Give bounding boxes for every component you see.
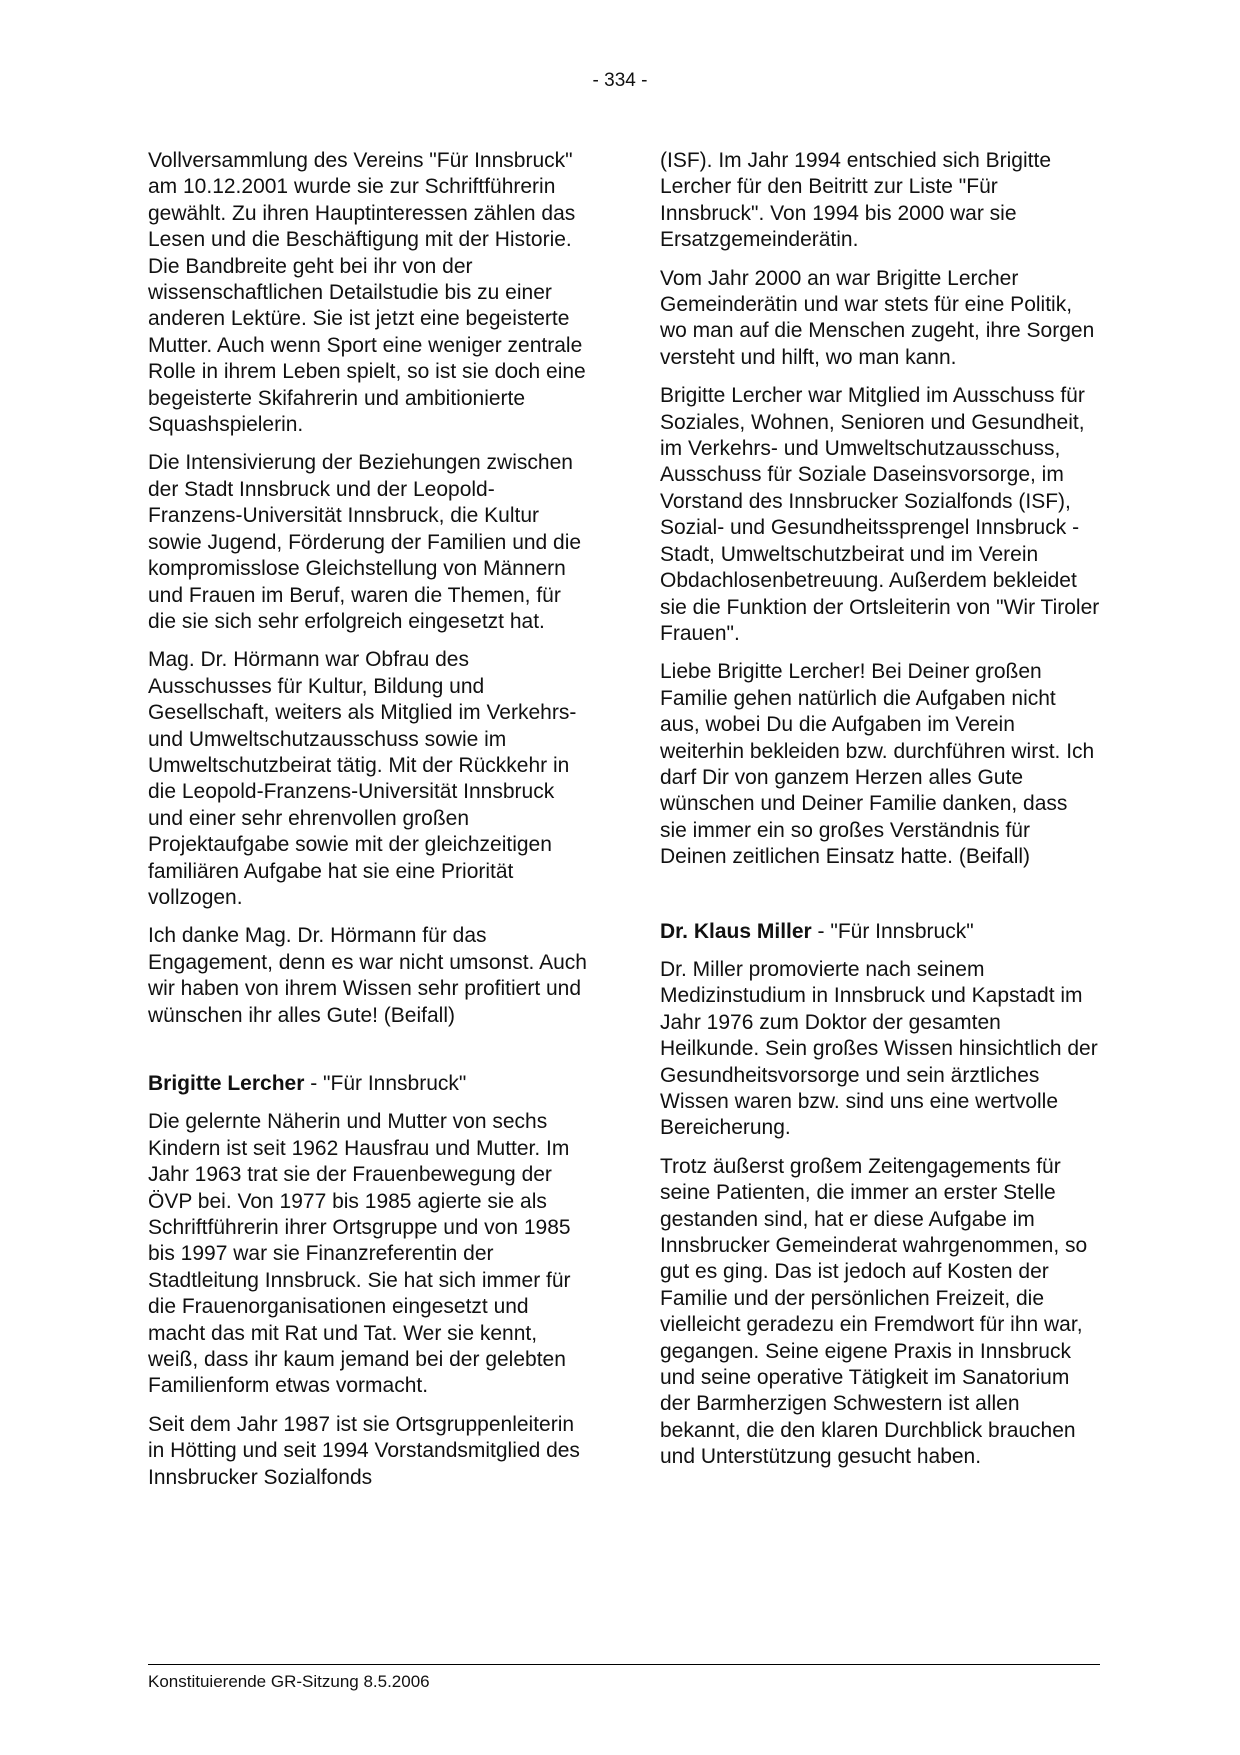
- paragraph: Die gelernte Näherin und Mutter von sechs Kindern ist seit 1962 Hausfrau und Mutter. Im Jahr 1963 trat sie der Frauenbewegung der ÖVP bei. Von 1977 bis 1985 agierte sie als Schriftführerin ihrer Ortsgruppe und von 1985 bis 1997 war sie Finanzreferentin der Stadtleitung Innsbruck. Sie hat sich immer für die Frauenorganisationen eingesetzt und macht das mit Rat und Tat. Wer sie kennt, weiß, dass ihr kaum jemand bei der gelebten Familienform etwas vormacht.: [148, 1110, 571, 1398]
- paragraph: Die Intensivierung der Beziehungen zwischen der Stadt Innsbruck und der Leopold-Franzens-Universität Innsbruck, die Kultur sowie Jugend, Förderung der Familien und die kompromisslose Gleichstellung von Männern und Frauen im Beruf, waren die Themen, für die sie sich sehr erfolgreich eingesetzt hat.: [148, 451, 582, 633]
- paragraph: Vom Jahr 2000 an war Brigitte Lercher Gemeinderätin und war stets für eine Politik, wo man auf die Menschen zugeht, ihre Sorgen versteht und hilft, wo man kann.: [660, 266, 1095, 369]
- paragraph: Mag. Dr. Hörmann war Obfrau des Ausschusses für Kultur, Bildung und Gesellschaft, weiters als Mitglied im Verkehrs- und Umweltschutzausschuss sowie im Umweltschutzbeirat tätig. Mit der Rückkehr in die Leopold-Franzens-Universität Innsbruck und einer sehr ehrenvollen großen Projektaufgabe sowie mit der gleichzeitigen familiären Aufgabe hat sie eine Priorität vollzogen.: [148, 648, 577, 909]
- section-heading-party: - "Für Innsbruck": [304, 1072, 467, 1095]
- paragraph: Vollversammlung des Vereins "Für Innsbruck" am 10.12.2001 wurde sie zur Schriftführerin gewählt. Zu ihren Hauptinteressen zählen das Lesen und die Beschäftigung mit der Historie. Die Bandbreite geht bei ihr von der wissenschaftlichen Detailstudie bis zu einer anderen Lektüre. Sie ist jetzt eine begeisterte Mutter. Auch wenn Sport eine weniger zentrale Rolle in ihrem Leben spielt, so ist sie doch eine begeisterte Skifahrerin und ambitionierte Squashspielerin.: [148, 149, 586, 437]
- paragraph: Ich danke Mag. Dr. Hörmann für das Engagement, denn es war nicht umsonst. Auch wir haben von ihrem Wissen sehr profitiert und wünschen ihr alles Gute! (Beifall): [148, 924, 587, 1027]
- footer-divider: [148, 1664, 1100, 1665]
- paragraph: Trotz äußerst großem Zeitengagements für seine Patienten, die immer an erster Stelle gestanden sind, hat er diese Aufgabe im Innsbrucker Gemeinderat wahrgenommen, so gut es ging. Das ist jedoch auf Kosten der Familie und der persönlichen Freizeit, die vielleicht geradezu ein Fremdwort für ihn war, gegangen. Seine eigene Praxis in Innsbruck und seine operative Tätigkeit im Sanatorium der Barmherzigen Schwestern ist allen bekannt, die den klaren Durchblick brauchen und Unterstützung gesucht haben.: [660, 1154, 1088, 1469]
- paragraph: Liebe Brigitte Lercher! Bei Deiner großen Familie gehen natürlich die Aufgaben nicht aus, wobei Du die Aufgaben im Verein weiterhin bekleiden bzw. durchführen wirst. Ich darf Dir von ganzem Herzen alles Gute wünschen und Deiner Familie danken, dass sie immer ein so großes Verständnis für Deinen zeitlichen Einsatz hatte. (Beifall): [660, 660, 1095, 869]
- right-column: [660, 148, 1100, 1483]
- paragraph: Dr. Miller promovierte nach seinem Medizinstudium in Innsbruck und Kapstadt im Jahr 1976 zum Doktor der gesamten Heilkunde. Sein großes Wissen hinsichtlich der Gesundheitsvorsorge und sein ärztliches Wissen waren bzw. sind uns eine wertvolle Bereicherung.: [660, 957, 1098, 1140]
- section-heading-miller: [660, 919, 1100, 945]
- footer-text: Konstituierende GR-Sitzung 8.5.2006: [148, 1672, 430, 1691]
- page-number: - 334 -: [592, 70, 648, 91]
- section-heading-name: Brigitte Lercher: [148, 1072, 305, 1095]
- paragraph: Brigitte Lercher war Mitglied im Ausschuss für Soziales, Wohnen, Senioren und Gesundheit, im Verkehrs- und Umweltschutzausschuss, Ausschuss für Soziale Daseinsvorsorge, im Vorstand des Innsbrucker Sozialfonds (ISF), Sozial- und Gesundheitssprengel Innsbruck - Stadt, Umweltschutzbeirat und im Verein Obdachlosenbetreuung. Außerdem bekleidet sie die Funktion der Ortsleiterin von "Wir Tiroler Frauen".: [660, 384, 1100, 645]
- section-heading-lercher: [148, 1071, 588, 1097]
- paragraph: Seit dem Jahr 1987 ist sie Ortsgruppenleiterin in Hötting und seit 1994 Vorstandsmitglied des Innsbrucker Sozialfonds: [148, 1412, 580, 1489]
- section-heading-party: - "Für Innsbruck": [811, 919, 974, 943]
- paragraph: (ISF). Im Jahr 1994 entschied sich Brigitte Lercher für den Beitritt zur Liste "Für Innsbruck". Von 1994 bis 2000 war sie Ersatzgemeinderätin.: [660, 149, 1051, 252]
- left-column: [148, 148, 588, 1503]
- section-heading-name: Dr. Klaus Miller: [660, 919, 812, 943]
